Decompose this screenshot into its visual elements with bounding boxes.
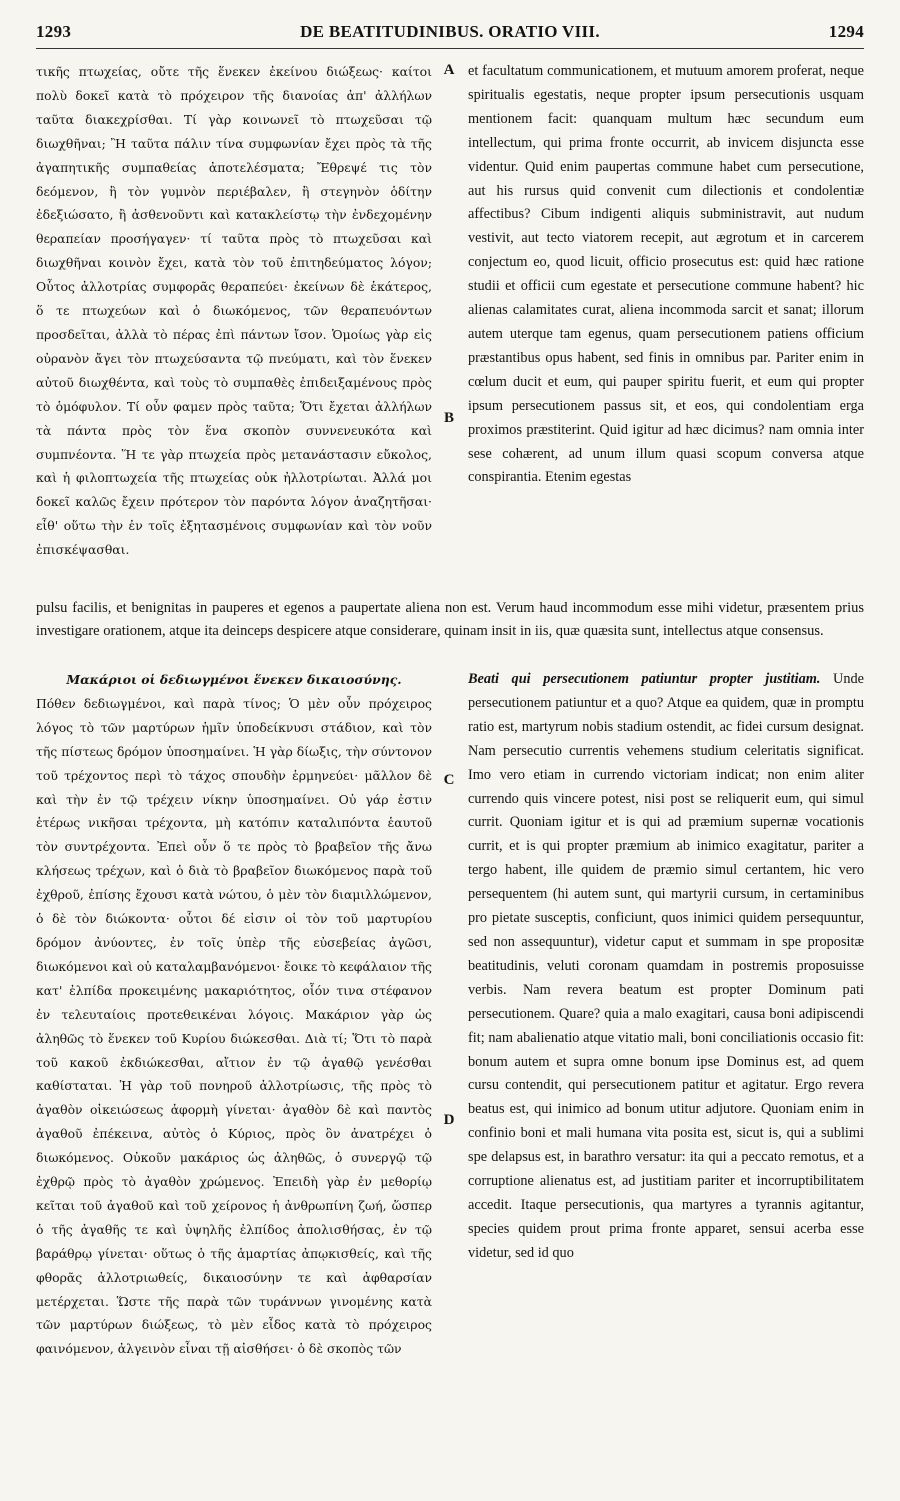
page-number-left: 1293 (36, 22, 72, 41)
latin-paragraph-bottom-text: Unde persecutionem patiuntur et a quo? Atque ea quidem, quæ in promptu ratio est, martyrum nobis stadium ostendit, ac fidei cursum designat. Nam persecutio currentis vehemens studium celeritatis significat. Imo vero etiam in currendo victoriam indicat; non enim aliter currendo quis vincere potest, nisi post se reliquerit eum, qui simul currit. Quoniam igitur et is qui ad præmium supernæ vocationis currit, et is qui propter præmium ab inimico exagitatur, pariter a tergo habent, ille quidem de præmio simul certantem, hic vero persequentem (hi autem sunt, qui martyrii cursum, in certaminibus pro pietate susceptis, conficiunt, quos inimici quidem persequuntur, sed non assequuntur), videtur caput et summam in spe propositæ beatitudinis, veluti coronam quamdam in postremis proposuisse verbis. Nam revera beatum est propter Dominum pati persecutionem. Quare? quia a malo exagitari, causa boni adipiscendi fit; nam abalienatio atque vitatio mali, boni conciliationis occasio fit: bonum autem et supra omne bonum ipse Dominus est, ad quem cursu contendit, qui persecutionem patitur et agitatur. Ergo revera beatus est, qui inimico ad bonum utitur adjutore. Quoniam enim in confinio boni et mali humana vita posita est, sicut is, qui a sublimi spe delapsus est, in barathro versatur: ita qui a peccato remotus, et a corruptione alienatus est, ad justitiam pariter et incorruptibilitatem accedit. Itaque persecutionis, qua martyres a tyrannis agitantur, species quidem prout prima fronte apparet, sensui acerba esse videtur, sed id quo (468, 671, 864, 1261)
greek-section-heading: Μακάριοι οἱ δεδιωγμένοι ἕνεκεν δικαιοσύνης. (66, 672, 402, 687)
marker-b: B (443, 410, 454, 426)
latin-section-heading: Beati qui persecutionem patiuntur propter justitiam. (468, 671, 821, 687)
latin-paragraph-top: et facultatum communicationem, et mutuum amorem proferat, neque spiritualis egestatis, neque propter ipsum persecutionis usquam mentionem facit: quanquam multum hæc secundum eum intellectum, qui prima fronte occurrit, ab invicem disjuncta esse videntur. Quid enim paupertas commune habet cum persecutione, aut his rursus quid convenit cum dilectionis et condolentiæ affectibus? Cibum indigenti aliquis subministravit, aut nudum vestivit, aut tecto viatorem recepit, aut ægrotum et in carcerem conjectum eo, quod licuit, officio prosecutus est: quid hæc ratione studii et officii cum egestate et persecutione commune habent? hic alienas calamitates curat, aliena incommoda sarcit et sanat; illorum autem uterque tam egenus, quam persecutionem patiens officium præstantibus opus habent, sed finis in omnibus par. Pariter enim in cœlum ducit et eum, qui pauper spiritu fuerit, et eum qui propter ipsum persecutionem passus sit, et eos, qui condolentiam erga proximos præstiterint. Quid igitur ad hæc dicimus? nam omnia inter sese cohærent, ad unum illum quasi scopum conversa atque conspirantia. Etenim egestas (468, 63, 864, 486)
latin-column-bottom (468, 668, 864, 1468)
latin-paragraph-bottom (468, 668, 864, 1266)
full-width-paragraph (36, 597, 864, 643)
greek-column-bottom (36, 668, 432, 1468)
running-title: DE BEATITUDINIBUS. ORATIO VIII. (300, 22, 600, 41)
marker-c: C (443, 772, 455, 788)
full-width-text: pulsu facilis, et benignitas in pauperes et egenos a paupertate aliena non est. Verum haud incommodum esse mihi videtur, præsentem prius investigare orationem, atque ita deinceps despicere atque considerare, quinam insit in iis, quæ quæsita sunt, intellectus atque consensus. (36, 600, 864, 639)
greek-paragraph-bottom: Πόθεν δεδιωγμένοι, καὶ παρὰ τίνος; Ὁ μὲν οὖν πρόχειρος λόγος τὸ τῶν μαρτύρων ἡμῖν ὑποδείκνυσι στάδιον, καὶ τὸν τῆς πίστεως δρόμον ὑποσημαίνει. Ἡ γὰρ δίωξις, τὴν σύντονον τοῦ τρέχοντος περὶ τὸ τάχος σπουδὴν ἑρμηνεύει· μᾶλλον δὲ καὶ τὴν ἐν τῷ τρέχειν νίκην ὑποσημαίνει. Οὐ γάρ ἐστιν ἑτέρως νικῆσαι τρέχοντα, μὴ κατόπιν καταλιπόντα ἑαυτοῦ τὸν συντρέχοντα. Ἐπεὶ οὖν ὅ τε πρὸς τὸ βραβεῖον τῆς ἄνω κλήσεως τρέχων, καὶ ὁ διὰ τὸ βραβεῖον διωκόμενος παρὰ τοῦ ἐχθροῦ, ἐπίσης ἔχουσι κατὰ νώτου, ὁ μὲν τὸν διαμιλλώμενον, ὁ δὲ τὸν διώκοντα· οὗτοι δέ εἰσιν οἱ τὸν τοῦ μαρτυρίου δρόμον ἀνύοντες, ἐν τοῖς ὑπὲρ τῆς εὐσεβείας ἀγῶσι, διωκόμενοι καὶ οὐ καταλαμβανόμενοι· ἔοικε τὸ κεφάλαιον τῆς κατ' ἐλπίδα προκειμένης μακαριότητος, οἷόν τινα στέφανον ἐν τελευταίοις προτεθεικέναι λόγοις. Μακάριον γὰρ ὡς ἀληθῶς τὸ ἕνεκεν τοῦ Κυρίου διώκεσθαι. Διὰ τί; Ὅτι τὸ παρὰ τοῦ κακοῦ ἐκδιώκεσθαι, αἴτιον ἐν τῷ ἀγαθῷ γενέσθαι καθίσταται. Ἡ γὰρ τοῦ πονηροῦ ἀλλοτρίωσις, τῆς πρὸς τὸ ἀγαθὸν οἰκειώσεως ἀφορμὴ γίνεται· ἀγαθὸν δὲ καὶ παντὸς ἀγαθοῦ ἐπέκεινα, αὐτὸς ὁ Κύριος, πρὸς ὃν ἀνατρέχει ὁ διωκόμενος. Οὐκοῦν μακάριος ὡς ἀληθῶς, ὁ συνεργῷ τῷ ἐχθρῷ πρὸς τὸ ἀγαθὸν χρώμενος. Ἐπειδὴ γὰρ ἐν μεθορίῳ κεῖται τοῦ ἀγαθοῦ καὶ τοῦ χείρονος ἡ ἀνθρωπίνη ζωή, ὥσπερ ὁ τῆς ἀγαθῆς τε καὶ ὑψηλῆς ἐλπίδος ἀπολισθήσας, ἐν τῷ βαράθρῳ γίνεται· οὕτως ὁ τῆς ἁμαρτίας ἀπῳκισθείς, καὶ τῆς φθορᾶς ἀλλοτριωθείς, δικαιοσύνην τε καὶ ἀφθαρσίαν μετέρχεται. Ὥστε τῆς παρὰ τῶν τυράννων γινομένης κατὰ τῶν μαρτύρων διώξεως, τὸ μὲν εἶδος κατὰ τὸ πρόχειρος φαινόμενον, ἀλγεινὸν εἶναι τῇ αἰσθήσει· ὁ δὲ σκοπὸς τῶν (36, 695, 432, 1357)
marker-d: D (443, 1112, 455, 1128)
page-number-right: 1294 (828, 22, 864, 41)
greek-paragraph-top: τικῆς πτωχείας, οὔτε τῆς ἕνεκεν ἐκείνου διώξεως· καίτοι πολὺ δοκεῖ κατὰ τὸ πρόχειρον τῆς διανοίας ἀπ' ἀλλήλων ταῦτα διακεχρίσθαι. Τί γὰρ κοινωνεῖ τὸ πτωχεῦσαι τῷ διωχθῆναι; Ἢ ταῦτα πάλιν τίνα συμφωνίαν ἔχει πρὸς τὰ τῆς ἀγαπητικῆς συμπαθείας ἀποτελέσματα; Ἔθρεψέ τις τὸν δεόμενον, ἢ τὸν γυμνὸν περιέβαλεν, ἢ στεγηνὸν ὁδίτην ἐδεξιώσατο, ἢ ἀσθενοῦντι καὶ κατακλείστῳ τὴν ἐνδεχομένην θεραπείαν προσήγαγεν· τί ταῦτα πρὸς τὸ πτωχεῦσαι καὶ διωχθῆναι κοινὸν ἔχει, κατὰ τὸν τοῦ ἐπιτηδεύματος λόγον; Οὗτος ἀλλοτρίας συμφορᾶς θεραπεύει· ἐκείνων δὲ ἑκάτερος, ὅ τε πτωχεύων καὶ ὁ διωκόμενος, τῶν θεραπευόντων προσδεῖται, ἀλλὰ τὸ πέρας ἐπὶ πάντων ἴσον. Ὁμοίως γὰρ εἰς οὐρανὸν ἄγει τὸν πτωχεύσαντα τῷ πνεύματι, καὶ τὸν ἕνεκεν αὐτοῦ διωχθέντα, καὶ τοὺς τὸ συμπαθὲς ἐπιδειξαμένους πρὸς τὸ ὁμόφυλον. Τί οὖν φαμεν πρὸς ταῦτα; Ὅτι ἔχεται ἀλλήλων τὰ πάντα πρὸς τὸν ἕνα σκοπὸν συννενευκότα καὶ συμπνέοντα. Ἥ τε γὰρ πτωχεία πρὸς μετανάστασιν εὔκολος, καὶ ἡ φιλοπτωχεία τῆς πτωχείας οὐκ ἠλλοτρίωται. Ἀλλά μοι δοκεῖ καλῶς ἔχειν πρότερον τὸν παρόντα λόγον ἀναζητῆσαι· εἶθ' οὕτω τὴν ἐν τοῖς ἐξητασμένοις συμφωνίαν καὶ τὸν νοῦν ἐπισκέψασθαι. (36, 64, 432, 558)
section-markers (438, 0, 460, 1501)
greek-column-top (36, 60, 432, 590)
marker-a: A (443, 62, 455, 78)
latin-column-top (468, 60, 864, 590)
